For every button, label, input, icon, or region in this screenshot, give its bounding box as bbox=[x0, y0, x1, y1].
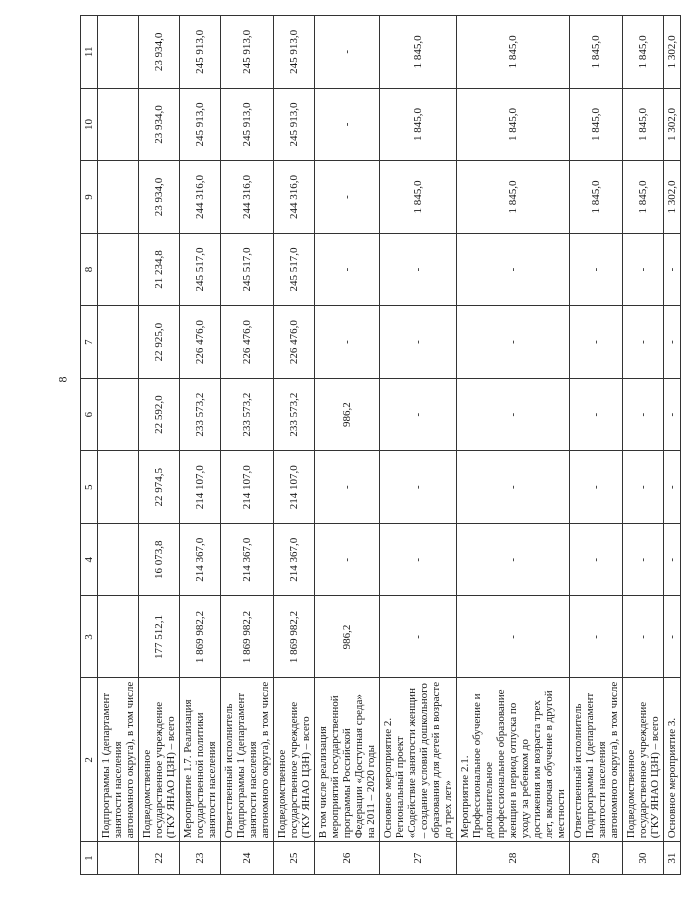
row-number: 31 bbox=[664, 842, 681, 875]
value-cell: 1 845,0 bbox=[623, 161, 664, 234]
header-cell: 11 bbox=[81, 16, 98, 89]
row-number: 22 bbox=[139, 842, 180, 875]
row-number: 24 bbox=[221, 842, 274, 875]
value-cell: 23 934,0 bbox=[139, 161, 180, 234]
budget-table bbox=[80, 15, 681, 875]
row-description: Мероприятие 1.7. Реализация государственной политики занятости населения bbox=[180, 678, 221, 842]
value-cell: 1 845,0 bbox=[570, 16, 623, 89]
value-cell: 1 845,0 bbox=[570, 161, 623, 234]
value-cell: - bbox=[380, 378, 457, 451]
value-cell: 245 913,0 bbox=[221, 16, 274, 89]
row-description: Мероприятие 2.1. Профессиональное обучение и дополнительное профессиональное образование женщин в период отпуска по уходу за ребенком до достижения им возраста трех лет, включая обучение в другой местности bbox=[457, 678, 570, 842]
header-cell: 5 bbox=[81, 451, 98, 524]
value-cell: 245 517,0 bbox=[221, 233, 274, 306]
value-cell: - bbox=[457, 233, 570, 306]
row-number: 23 bbox=[180, 842, 221, 875]
value-cell bbox=[98, 88, 139, 161]
table-row bbox=[315, 16, 380, 875]
row-number: 25 bbox=[274, 842, 315, 875]
row-description: Ответственный исполнитель Подпрограммы 1 (департамент занятости населения автономного округа), в том числе bbox=[570, 678, 623, 842]
value-cell bbox=[98, 596, 139, 678]
row-number: 27 bbox=[380, 842, 457, 875]
value-cell: - bbox=[664, 233, 681, 306]
value-cell: 1 845,0 bbox=[457, 88, 570, 161]
value-cell: - bbox=[664, 378, 681, 451]
value-cell: 214 367,0 bbox=[274, 523, 315, 596]
value-cell: - bbox=[664, 523, 681, 596]
value-cell: - bbox=[315, 88, 380, 161]
value-cell: 1 302,0 bbox=[664, 16, 681, 89]
value-cell: - bbox=[380, 596, 457, 678]
value-cell: 1 845,0 bbox=[570, 88, 623, 161]
value-cell: 245 913,0 bbox=[180, 16, 221, 89]
value-cell: 1 869 982,2 bbox=[221, 596, 274, 678]
row-description: Подведомственное государственное учреждение (ГКУ ЯНАО ЦЗН) – всего bbox=[623, 678, 664, 842]
value-cell: 1 302,0 bbox=[664, 88, 681, 161]
table-row bbox=[274, 16, 315, 875]
table-row bbox=[457, 16, 570, 875]
value-cell: - bbox=[570, 523, 623, 596]
table-row bbox=[380, 16, 457, 875]
value-cell bbox=[98, 306, 139, 379]
header-cell: 8 bbox=[81, 233, 98, 306]
value-cell: 214 107,0 bbox=[180, 451, 221, 524]
row-number: 28 bbox=[457, 842, 570, 875]
value-cell: 1 845,0 bbox=[380, 16, 457, 89]
value-cell: 1 302,0 bbox=[664, 161, 681, 234]
value-cell: 245 913,0 bbox=[180, 88, 221, 161]
value-cell: 1 845,0 bbox=[457, 16, 570, 89]
header-cell: 6 bbox=[81, 378, 98, 451]
value-cell: 986,2 bbox=[315, 378, 380, 451]
row-number: 30 bbox=[623, 842, 664, 875]
value-cell bbox=[98, 233, 139, 306]
value-cell: - bbox=[570, 451, 623, 524]
value-cell: 986,2 bbox=[315, 596, 380, 678]
table-row bbox=[180, 16, 221, 875]
table-row bbox=[139, 16, 180, 875]
value-cell: 22 925,0 bbox=[139, 306, 180, 379]
value-cell: 1 869 982,2 bbox=[274, 596, 315, 678]
value-cell: 245 517,0 bbox=[180, 233, 221, 306]
value-cell: 214 367,0 bbox=[180, 523, 221, 596]
value-cell: - bbox=[623, 233, 664, 306]
value-cell: - bbox=[570, 306, 623, 379]
value-cell: - bbox=[623, 451, 664, 524]
value-cell bbox=[98, 16, 139, 89]
value-cell: 22 974,5 bbox=[139, 451, 180, 524]
value-cell bbox=[98, 161, 139, 234]
value-cell: - bbox=[457, 523, 570, 596]
value-cell: - bbox=[380, 451, 457, 524]
row-number: 26 bbox=[315, 842, 380, 875]
value-cell: 1 845,0 bbox=[457, 161, 570, 234]
value-cell: - bbox=[570, 378, 623, 451]
value-cell: - bbox=[570, 596, 623, 678]
value-cell: 214 107,0 bbox=[274, 451, 315, 524]
value-cell: 1 845,0 bbox=[623, 88, 664, 161]
value-cell: - bbox=[457, 306, 570, 379]
value-cell: 233 573,2 bbox=[180, 378, 221, 451]
header-cell: 10 bbox=[81, 88, 98, 161]
value-cell: 177 512,1 bbox=[139, 596, 180, 678]
row-description: Ответственный исполнитель Подпрограммы 1 (департамент занятости населения автономного округа), в том числе bbox=[221, 678, 274, 842]
header-cell: 1 bbox=[81, 842, 98, 875]
value-cell: 244 316,0 bbox=[274, 161, 315, 234]
table-row bbox=[570, 16, 623, 875]
value-cell: - bbox=[623, 378, 664, 451]
value-cell: 16 073,8 bbox=[139, 523, 180, 596]
value-cell: 233 573,2 bbox=[221, 378, 274, 451]
value-cell: - bbox=[315, 161, 380, 234]
value-cell: - bbox=[315, 451, 380, 524]
value-cell: 233 573,2 bbox=[274, 378, 315, 451]
row-description: Подведомственное государственное учреждение (ГКУ ЯНАО ЦЗН) – всего bbox=[139, 678, 180, 842]
value-cell: - bbox=[315, 233, 380, 306]
value-cell: - bbox=[457, 596, 570, 678]
value-cell: - bbox=[457, 451, 570, 524]
value-cell: 214 107,0 bbox=[221, 451, 274, 524]
value-cell: - bbox=[664, 451, 681, 524]
value-cell: 21 234,8 bbox=[139, 233, 180, 306]
header-cell: 3 bbox=[81, 596, 98, 678]
table-row bbox=[664, 16, 681, 875]
value-cell: 245 517,0 bbox=[274, 233, 315, 306]
row-description: Подпрограммы 1 (департамент занятости населения автономного округа), в том числе bbox=[98, 678, 139, 842]
header-cell: 2 bbox=[81, 678, 98, 842]
page-number: 8 bbox=[55, 376, 70, 383]
value-cell: - bbox=[380, 233, 457, 306]
value-cell: 226 476,0 bbox=[221, 306, 274, 379]
rotated-table-container bbox=[80, 15, 678, 875]
value-cell: 1 869 982,2 bbox=[180, 596, 221, 678]
value-cell bbox=[98, 523, 139, 596]
value-cell: 22 592,0 bbox=[139, 378, 180, 451]
value-cell bbox=[98, 378, 139, 451]
value-cell: 214 367,0 bbox=[221, 523, 274, 596]
row-number bbox=[98, 842, 139, 875]
row-description: В том числе реализация мероприятий государственной программы Российской Федерации «Доступная среда» на 2011 – 2020 годы bbox=[315, 678, 380, 842]
table-row bbox=[98, 16, 139, 875]
value-cell: - bbox=[664, 596, 681, 678]
header-row bbox=[81, 16, 98, 875]
table-row bbox=[221, 16, 274, 875]
table-row bbox=[623, 16, 664, 875]
value-cell: 1 845,0 bbox=[380, 161, 457, 234]
value-cell: - bbox=[623, 523, 664, 596]
value-cell: 1 845,0 bbox=[623, 16, 664, 89]
value-cell: - bbox=[315, 306, 380, 379]
value-cell: 1 845,0 bbox=[380, 88, 457, 161]
value-cell: - bbox=[664, 306, 681, 379]
value-cell: - bbox=[623, 596, 664, 678]
value-cell bbox=[98, 451, 139, 524]
value-cell: - bbox=[570, 233, 623, 306]
row-description: Основное мероприятие 3. bbox=[664, 678, 681, 842]
value-cell: 245 913,0 bbox=[221, 88, 274, 161]
value-cell: 226 476,0 bbox=[274, 306, 315, 379]
value-cell: 23 934,0 bbox=[139, 88, 180, 161]
value-cell: - bbox=[380, 523, 457, 596]
row-number: 29 bbox=[570, 842, 623, 875]
value-cell: - bbox=[380, 306, 457, 379]
value-cell: 226 476,0 bbox=[180, 306, 221, 379]
value-cell: - bbox=[315, 16, 380, 89]
value-cell: - bbox=[315, 523, 380, 596]
value-cell: 244 316,0 bbox=[180, 161, 221, 234]
value-cell: 245 913,0 bbox=[274, 88, 315, 161]
header-cell: 9 bbox=[81, 161, 98, 234]
value-cell: - bbox=[457, 378, 570, 451]
value-cell: 245 913,0 bbox=[274, 16, 315, 89]
row-description: Основное мероприятие 2. Региональный проект «Содействие занятости женщин – создание условий дошкольного образования для детей в возрасте до трех лет» bbox=[380, 678, 457, 842]
header-cell: 4 bbox=[81, 523, 98, 596]
value-cell: 23 934,0 bbox=[139, 16, 180, 89]
row-description: Подведомственное государственное учреждение (ГКУ ЯНАО ЦЗН) – всего bbox=[274, 678, 315, 842]
value-cell: 244 316,0 bbox=[221, 161, 274, 234]
value-cell: - bbox=[623, 306, 664, 379]
header-cell: 7 bbox=[81, 306, 98, 379]
